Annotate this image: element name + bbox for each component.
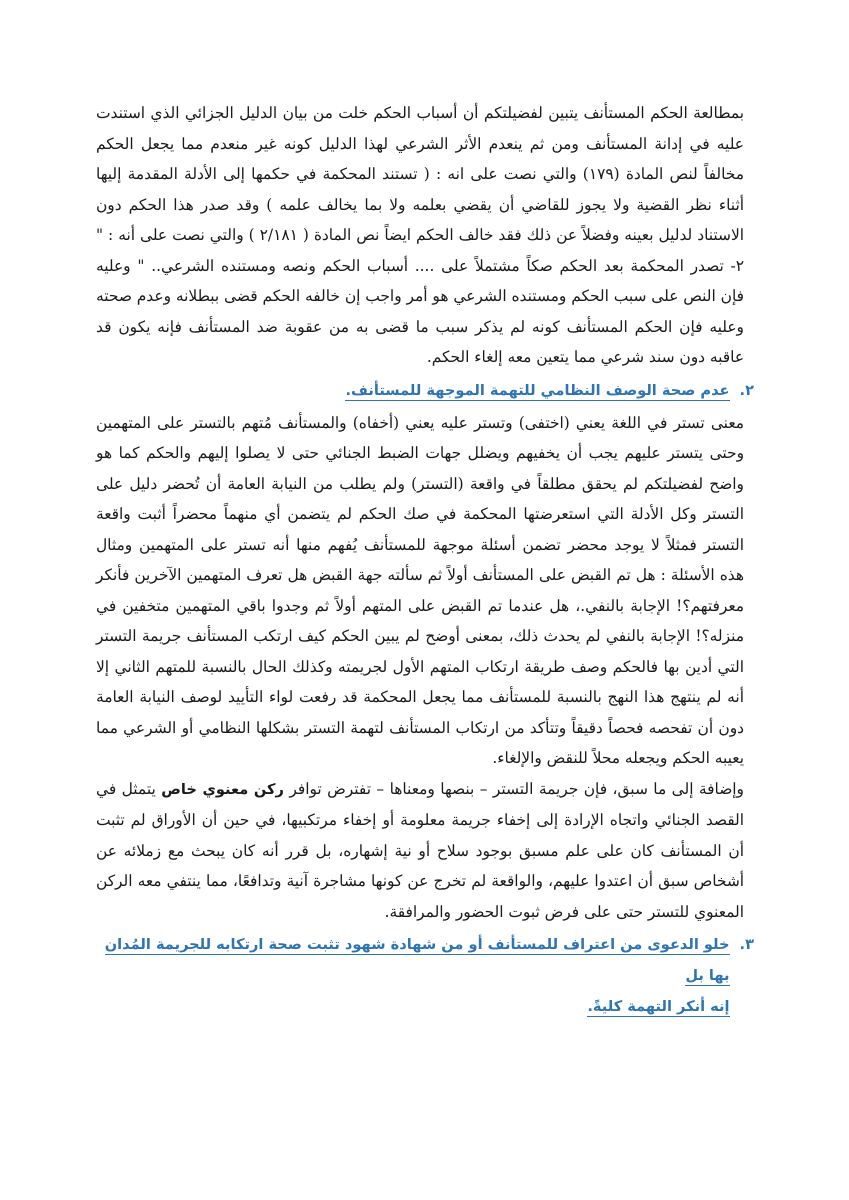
paragraph-mental-element: [96, 774, 744, 928]
section-number-3: ٣.: [739, 936, 754, 953]
section-title-3-line-2: إنه أنكر التهمة كليةً.: [587, 998, 730, 1015]
section-number-2: ٢.: [739, 381, 754, 399]
mental-element-text-end: يتمثل في القصد الجنائي واتجاه الإرادة إلى إخفاء جريمة معلومة أو إخفاء مرتكبيها، في حين أن الأوراق لم تثبت أن المستأنف كان على علم مسبق بوجود سلاح أو نية إشهاره، بل قرر أنه كان يبحث مع زملائه عن أشخاص سبق أن اعتدوا عليهم، والواقعة لم تخرج عن كونها مشاجرة آنية وتدافعًا، مما ينتفي معه الركن المعنوي للتستر حتى على فرض ثبوت الحضور والمرافقة.: [96, 779, 744, 921]
paragraph-concealment-definition: معنى تستر في اللغة يعني (اختفى) وتستر عليه يعني (أخفاه) والمستأنف مُتهم بالتستر على المتهمين وحتى يتستر عليهم يجب أن يخفيهم ويضلل جهات الضبط الجنائي حتى لا يصلوا إليهم والحكم كما هو واضح لفضيلتكم لم يحقق مطلقاً في واقعة (التستر) ولم يطلب من النيابة العامة أن تُحضر دليل على التستر وكل الأدلة التي استعرضتها المحكمة في صك الحكم لم يتضمن أي منهماً محضراً أثبت واقعة التستر فمثلاً لا يوجد محضر تضمن أسئلة موجهة للمستأنف يُفهم منها أنه تستر على المتهمين ومثال هذه الأسئلة : هل تم القبض على المستأنف أولاً ثم سألته جهة القبض هل تعرف المتهمين الآخرين فأنكر معرفتهم؟! الإجابة بالنفي.، هل عندما تم القبض على المتهم أولاً ثم وجدوا باقي المتهمين متخفين في منزله؟! الإجابة بالنفي لم يحدث ذلك، بمعنى أوضح لم يبين الحكم كيف ارتكب المستأنف جريمة التستر التي أدين بها فالحكم وصف طريقة ارتكاب المتهم الأول لجريمته وكذلك الحال بالنسبة للمتهم الثاني إلا أنه لم ينتهج هذا النهج بالنسبة للمستأنف مما يجعل المحكمة قد رفعت لواء التأييد لوصف النيابة العامة دون أن تفحصه فحصاً دقيقاً وتتأكد من ارتكاب المستأنف لتهمة التستر بشكلها النظامي أو الشرعي مما يعيبه الحكم ويجعله محلاً للنقض والإلغاء.: [96, 413, 744, 767]
paragraph-verdict-grounds: بمطالعة الحكم المستأنف يتبين لفضيلتكم أن أسباب الحكم خلت من بيان الدليل الجزائي الذي استندت عليه في إدانة المستأنف ومن ثم ينعدم الأثر الشرعي لهذا الدليل كونه غير منعدم مما يجعل الحكم مخالفاً لنص المادة (١٧٩) والتي نصت على انه : ( تستند المحكمة في حكمها إلى الأدلة المقدمة إليها أثناء نظر القضية ولا يجوز للقاضي أن يقضي بعلمه ولا بما يخالف علمه ) وقد صدر هذا الحكم دون الاستناد لدليل بعينه وفضلاً عن ذلك فقد خالف الحكم ايضاً نص المادة ( ٢/١٨١ ) والتي نصت على أنه : " ٢- تصدر المحكمة بعد الحكم صكاً مشتملاً على .... أسباب الحكم ونصه ومستنده الشرعي.. " وعليه فإن النص على سبب الحكم ومستنده الشرعي هو أمر واجب إن خالفه الحكم قضى ببطلانه وعدم صحته وعليه فإن الحكم المستأنف كونه لم يذكر سبب ما قضى به من عقوبة ضد المستأنف فإنه يكون قد عاقبه دون سند شرعي مما يتعين معه إلغاء الحكم.: [95, 104, 745, 366]
section-title-2: عدم صحة الوصف النظامي للتهمة الموجهة للمستأنف.: [345, 381, 730, 399]
section-heading-2: [96, 375, 754, 406]
mental-element-bold-term: ركن معنوي خاص: [161, 780, 284, 798]
section-heading-3: [96, 929, 754, 1022]
section-title-3-line-1: خلو الدعوى من اعتراف للمستأنف أو من شهادة شهود تثبت صحة ارتكابه للجريمة المُدان بها بل: [104, 936, 730, 984]
mental-element-text-start: وإضافة إلى ما سبق، فإن جريمة التستر – بنصها ومعناها – تفترض توافر: [283, 779, 744, 798]
